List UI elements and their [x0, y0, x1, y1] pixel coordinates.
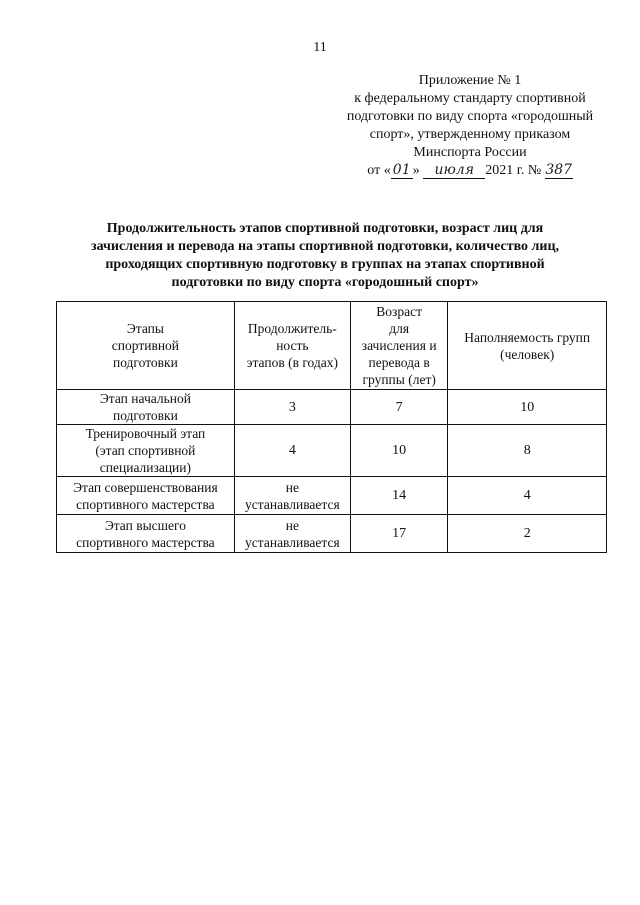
cell-age: 7	[350, 390, 447, 425]
cell-duration: 3	[234, 390, 350, 425]
cell-stage: Этап высшего спортивного мастерства	[57, 515, 235, 553]
document-title	[60, 220, 590, 292]
cell-age: 14	[350, 477, 447, 515]
appendix-line: Минспорта России	[413, 145, 527, 160]
appendix-line: спорт», утвержденному приказом	[369, 127, 571, 142]
cell-stage: Этап совершенствования спортивного мастерства	[57, 477, 235, 515]
cell-age: 10	[350, 425, 447, 477]
page-number: 11	[313, 40, 327, 55]
title-line: подготовки по виду спорта «городошный спорт»	[171, 275, 479, 290]
cell-duration: не устанавливается	[234, 515, 350, 553]
order-year: 2021 г. №	[485, 163, 542, 178]
cell-group-size: 2	[448, 515, 607, 553]
table-row	[57, 390, 607, 425]
appendix-line: к федеральному стандарту спортивной	[354, 91, 586, 106]
appendix-block	[330, 72, 610, 180]
appendix-line: подготовки по виду спорта «городошный	[346, 109, 594, 124]
cell-duration: не устанавливается	[234, 477, 350, 515]
table-row	[57, 515, 607, 553]
order-date-line	[330, 162, 610, 180]
stages-table	[56, 301, 607, 553]
handwritten-month: июля	[423, 162, 485, 179]
handwritten-day: 01	[391, 162, 413, 179]
table-row	[57, 477, 607, 515]
cell-group-size: 10	[448, 390, 607, 425]
table-row	[57, 425, 607, 477]
title-line: проходящих спортивную подготовку в группах на этапах спортивной	[105, 257, 545, 272]
cell-group-size: 4	[448, 477, 607, 515]
cell-age: 17	[350, 515, 447, 553]
title-line: Продолжительность этапов спортивной подготовки, возраст лиц для	[106, 221, 544, 236]
cell-stage: Тренировочный этап (этап спортивной специализации)	[57, 425, 235, 477]
date-prefix: от «	[367, 163, 391, 178]
appendix-line: Приложение № 1	[418, 73, 522, 88]
day-suffix: »	[412, 163, 420, 178]
handwritten-order-number: 387	[545, 162, 573, 178]
cell-group-size: 8	[448, 425, 607, 477]
cell-stage: Этап начальной подготовки	[57, 390, 235, 425]
header-stages: Этапы спортивной подготовки	[57, 302, 235, 390]
header-age: Возраст для зачисления и перевода в группы (лет)	[350, 302, 447, 390]
header-group-size: Наполняемость групп (человек)	[448, 302, 607, 390]
table-header-row	[57, 302, 607, 390]
title-line: зачисления и перевода на этапы спортивной подготовки, количество лиц,	[90, 239, 560, 254]
header-duration: Продолжитель- ность этапов (в годах)	[234, 302, 350, 390]
cell-duration: 4	[234, 425, 350, 477]
